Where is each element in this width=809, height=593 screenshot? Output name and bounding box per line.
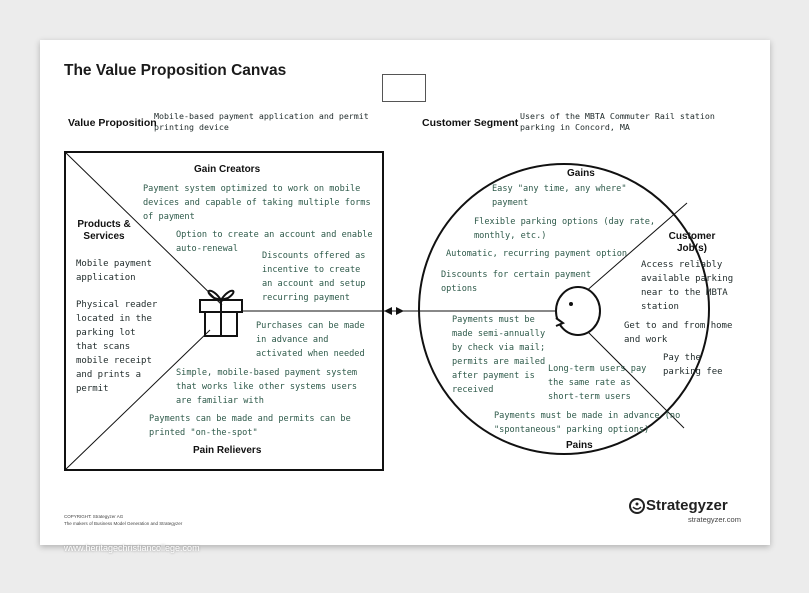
- product-note-1: Mobile payment application: [76, 259, 152, 283]
- pains-label: Pains: [566, 440, 593, 451]
- pain-reliever-note-2: Simple, mobile-based payment system that works like other systems users are familiar with: [176, 368, 358, 406]
- gift-icon: [200, 291, 242, 336]
- page-title: The Value Proposition Canvas: [64, 62, 287, 79]
- copyright-text: COPYRIGHT: Strategyzer AG: [64, 514, 124, 519]
- products-services-label: Products & Services: [77, 219, 131, 242]
- pain-reliever-note-1: Purchases can be made in advance and activated when needed: [256, 321, 365, 359]
- gains-label: Gains: [567, 168, 595, 179]
- gain-note-1: Easy "any time, any where" payment: [492, 184, 627, 208]
- pain-note-3: Payments must be made in advance (no "spontaneous" parking options): [494, 411, 681, 435]
- strategyzer-logo-icon: [630, 499, 644, 513]
- value-proposition-text: Mobile-based payment application and permit printing device: [154, 111, 369, 132]
- job-note-3: Pay the parking fee: [663, 353, 723, 377]
- pain-reliever-note-3: Payments can be made and permits can be printed "on-the-spot": [149, 414, 351, 438]
- gain-creator-note-1: Payment system optimized to work on mobile devices and capable of taking multiple forms of payment: [143, 184, 371, 222]
- value-proposition-label: Value Proposition: [68, 117, 157, 129]
- pain-note-2: Long-term users pay the same rate as short-term users: [548, 364, 647, 402]
- gain-creators-label: Gain Creators: [194, 164, 261, 175]
- customer-segment-label: Customer Segment: [422, 117, 519, 129]
- gain-creator-note-3: Discounts offered as incentive to create an account and setup recurring payment: [262, 251, 366, 303]
- makers-text: The makers of Business Model Generation and Strategyzer: [64, 521, 183, 526]
- gain-note-3: Automatic, recurring payment option: [446, 249, 628, 259]
- brand-url: strategyzer.com: [688, 515, 741, 524]
- pain-relievers-label: Pain Relievers: [193, 445, 262, 456]
- customer-jobs-label: Customer Job(s): [668, 231, 716, 254]
- brand-name: Strategyzer: [646, 497, 728, 514]
- gain-note-2: Flexible parking options (day rate, monthly, etc.): [474, 217, 656, 241]
- gain-note-4: Discounts for certain payment options: [441, 270, 592, 294]
- customer-segment-text: Users of the MBTA Commuter Rail station parking in Concord, MA: [520, 111, 715, 132]
- watermark-text: www.heritagechristiancollege.com: [64, 543, 200, 553]
- job-note-2: Get to and from home and work: [624, 321, 733, 345]
- job-note-1: Access reliably available parking near to the MBTA station: [641, 260, 734, 312]
- gain-creator-note-2: Option to create an account and enable auto-renewal: [176, 230, 373, 254]
- product-note-2: Physical reader located in the parking lot that scans mobile receipt and prints a permit: [76, 300, 158, 394]
- pain-note-1: Payments must be made semi-annually by check via mail; permits are mailed after payment is received: [452, 315, 546, 395]
